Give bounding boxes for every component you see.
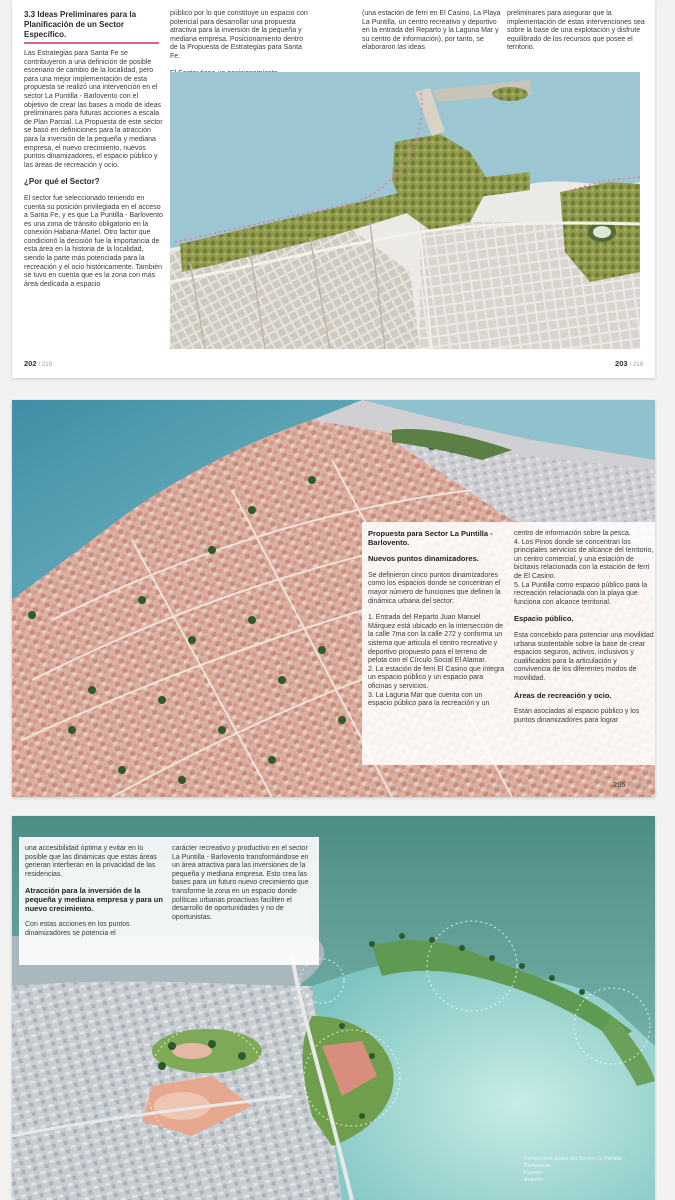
subheading: ¿Por qué el Sector? bbox=[24, 177, 100, 187]
text-column-3 bbox=[362, 10, 502, 61]
text-column-1 bbox=[368, 530, 508, 717]
text-column-4 bbox=[507, 10, 647, 61]
page-number-right: 205 / 219 bbox=[613, 780, 641, 789]
page-spread-204-205 bbox=[12, 400, 655, 797]
page-number-right: 203 / 219 bbox=[615, 359, 643, 368]
paragraph: 3. La Laguna Mar que cuenta con un espacio público para la recreación y un bbox=[368, 691, 490, 708]
paragraph: Las Estrategias para Santa Fe se contribuyeron a una definición de posible escenario de cambio de la localidad, pero para una mejor implementación de esta propuesta se realizó una intervención en el sector La Puntilla - Barlovento con el objetivo de crear las bases a modo de ideas preliminares para futuras acciones a escala de Plan Parcial. La Propuesta de este sector se basó en definiciones para la atracción para la inversión de la pequeña y mediana empresa, el nuevo crecimiento, nuevos puntos dinamizadores, el espacio público y las áreas de recreación y ocio. bbox=[24, 50, 163, 169]
paragraph: Están asociadas al espacio público y los puntos dinamizadores para lograr bbox=[514, 708, 640, 724]
page-number-left: 202 / 219 bbox=[24, 359, 52, 368]
proposal-text-box bbox=[362, 522, 655, 765]
paragraph: (una estación de ferri en El Casino, La Playa La Puntilla, un centro recreativo y deportivo en la entrada del Reparto y la Laguna Mar y su centro de información), por tanto, se elaboraron las ideas bbox=[362, 10, 501, 52]
subheading: Espacio público. bbox=[514, 614, 574, 624]
paragraph: Esta concebido para potenciar una movilidad urbana sustentable sobre la base de crear espacios seguros, activos, inclusivos y cualificados para la articulación y convivencia de los diferentes modos de movilidad. bbox=[514, 631, 654, 682]
page-spread-206-207 bbox=[12, 816, 655, 1200]
sector-plan-image bbox=[170, 72, 640, 349]
text-column-2 bbox=[172, 845, 312, 930]
subheading: Nuevos puntos dinamizadores. bbox=[368, 554, 479, 564]
paragraph: 5. La Puntilla como espacio público para la recreación relacionada con la playa que funciona con alcance territorial. bbox=[514, 581, 648, 606]
subheading: Áreas de recreación y ocio. bbox=[514, 690, 612, 700]
text-column-2 bbox=[514, 530, 654, 733]
investment-text-box bbox=[19, 837, 319, 965]
paragraph: 4. Los Pinos donde se concentran los principales servicios de alcance del territorio, un centro comercial, y una estación de bicitaxis relacionada con la estación de ferri de El Casino. bbox=[514, 538, 654, 580]
subheading: Atracción para la inversión de la pequeña y mediana empresa y para un nuevo crecimiento. bbox=[25, 886, 163, 913]
paragraph: preliminares para asegurar que la implementación de estas intervenciones sea sobre la base de una explotación y disfrute equilibrado de los recursos que posee el territorio. bbox=[507, 10, 645, 52]
paragraph: Con estas acciones en los puntos dinamizadores se potencia el bbox=[25, 921, 130, 937]
paragraph: El sector fue seleccionado teniendo en cuenta su posición privilegiada en el acceso a Santa Fe, y es que La Puntilla - Barlovento es una zona de tránsito obligatorio en la conexión Habana-Mariel. Otro factor que condicionó la decisión fue la importancia de esta área en la historia de la localidad, siendo la parte más potenciada para la recreación y el ocio históricamente. También se tuvo en cuenta que es la zona con más área dedicada a espacio bbox=[24, 194, 163, 288]
proposal-title: Propuesta para Sector La Puntilla - Barlovento. bbox=[368, 529, 493, 547]
paragraph: una accesibilidad óptima y evitar en lo posible que las dinámicas que estas áreas generan interfieran en la privacidad de las residencias. bbox=[25, 845, 157, 878]
figure-caption: Perspectiva aérea del Sector La Puntilla - Barlovento. Fuente: Autores bbox=[524, 1156, 626, 1183]
paragraph: 2. La estación de ferri El Casino que integra un espacio público y un espacio para oficinas y servicios. bbox=[368, 665, 505, 690]
section-title-underline bbox=[24, 42, 159, 44]
paragraph: centro de información sobre la pesca. bbox=[514, 530, 631, 537]
paragraph: carácter recreativo y productivo en el sector La Puntilla - Barlovento transformándose en un área atractiva para las inversiones de la pequeña y mediana empresa. Esto crea las bases para un futuro nuevo crecimiento que transforme la zona en un espacio donde políticas urbanas proactivas faciliten el desarrollo de oportunidades y no de oportunistas. bbox=[172, 845, 309, 921]
paragraph: 1. Entrada del Reparto Juan Manuel Márquez está ubicado en la intersección de la calle 7ma con la calle 272 y conforma un sistema que articula el centro recreativo y deportivo propuesto para el terreno de pelota con el Círculo Social El Alamar. bbox=[368, 614, 504, 665]
paragraph: público por lo que constituye un espacio con potencial para desarrollar una propuesta atractiva para la inversión de la pequeña y mediana empresa. Posicionamiento dentro de la Propuesta de Estrategias para Santa Fe. bbox=[170, 10, 308, 60]
text-column-1 bbox=[25, 845, 165, 946]
paragraph: Se definieron cinco puntos dinamizadores como los espacios donde se concentran el mayor número de funciones que definen la dinámica urbana del sector: bbox=[368, 571, 501, 605]
text-column-1 bbox=[24, 10, 164, 297]
page-spread-202-203 bbox=[12, 0, 655, 378]
section-title: 3.3 Ideas Preliminares para la Planificación de un Sector Específico. bbox=[24, 10, 137, 39]
